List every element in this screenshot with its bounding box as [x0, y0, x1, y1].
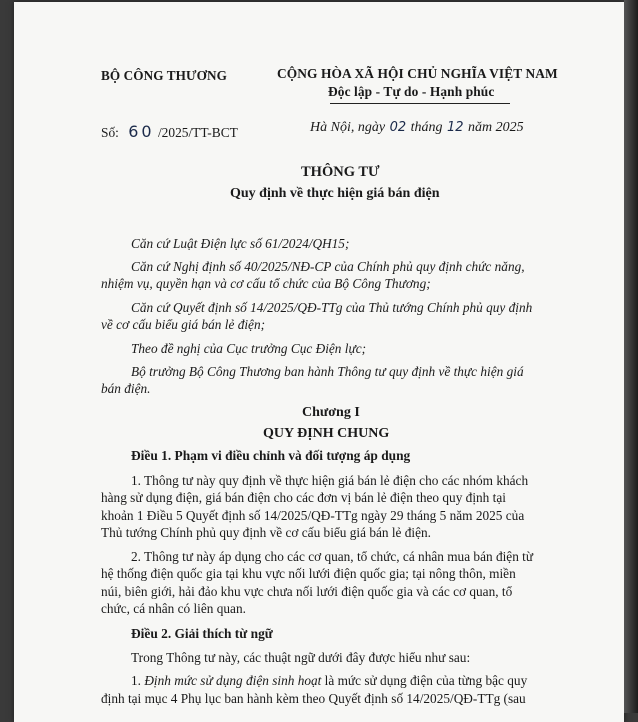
article-1-line-5: 2. Thông tư này áp dụng cho các cơ quan, tổ chức, cá nhân mua bán điện từ — [131, 549, 534, 564]
article-1-line-1: 1. Thông tư này quy định về thực hiện giá bán lẻ điện cho các nhóm khách — [131, 473, 529, 488]
chapter-name: QUY ĐỊNH CHUNG — [263, 426, 390, 441]
document-number — [101, 122, 238, 141]
document-subject: Quy định về thực hiện giá bán điện — [230, 186, 440, 201]
article-1-line-2: hàng sử dụng điện, giá bán điện cho các đơn vị bán lẻ điện theo quy định tại — [101, 490, 506, 505]
country-name: CỘNG HÒA XÃ HỘI CHỦ NGHĨA VIỆT NAM — [277, 66, 558, 81]
document-type-title: THÔNG TƯ — [301, 164, 380, 180]
preamble-line-4: Căn cứ Quyết định số 14/2025/QĐ-TTg của Thủ tướng Chính phủ quy định — [131, 300, 533, 315]
article-2-intro: Trong Thông tư này, các thuật ngữ dưới đây được hiểu như sau: — [131, 650, 471, 665]
article-2-heading: Điều 2. Giải thích từ ngữ — [131, 626, 273, 641]
preamble-line-3: nhiệm vụ, quyền hạn và cơ cấu tổ chức của Bộ Công Thương; — [101, 276, 431, 291]
item-1-definition: là mức sử dụng điện của từng bậc quy — [324, 673, 528, 688]
article-1-line-6: hệ thống điện quốc gia tại khu vực nối lưới điện quốc gia; tại nông thôn, miền — [101, 566, 516, 581]
date-place: Hà Nội, ngày — [310, 120, 386, 135]
item-1-term: Định mức sử dụng điện sinh hoạt — [144, 673, 322, 688]
document-page — [14, 2, 624, 722]
preamble-line-1: Căn cứ Luật Điện lực số 61/2024/QH15; — [131, 236, 350, 251]
chapter-number: Chương I — [302, 405, 360, 420]
ministry-name: BỘ CÔNG THƯƠNG — [101, 68, 227, 83]
motto-underline — [330, 103, 510, 104]
item-1-number: 1. — [131, 673, 141, 688]
scan-edge-shadow — [624, 0, 638, 713]
handwritten-number: 60 — [128, 122, 155, 141]
article-2-item-1 — [131, 672, 527, 691]
number-prefix: Số: — [101, 125, 119, 140]
article-1-line-4: Thủ tướng Chính phủ quy định về cơ cấu biểu giá bán lẻ điện. — [101, 525, 431, 540]
article-1-line-3: khoản 1 Điều 5 Quyết định số 14/2025/QĐ-TTg ngày 29 tháng 5 năm 2025 của — [101, 508, 525, 523]
number-suffix: /2025/TT-BCT — [157, 125, 238, 140]
preamble-line-7: Bộ trưởng Bộ Công Thương ban hành Thông tư quy định về thực hiện giá — [131, 364, 524, 379]
date-year: năm 2025 — [468, 120, 524, 135]
article-2-item-1-line-2: định tại mục 4 Phụ lục ban hành kèm theo Quyết định số 14/2025/QĐ-TTg (sau — [101, 691, 526, 706]
handwritten-month: 12 — [447, 120, 464, 135]
preamble-line-6: Theo đề nghị của Cục trưởng Cục Điện lực; — [131, 341, 367, 356]
article-1-line-7: núi, biên giới, hải đảo khu vực chưa nối lưới điện quốc gia và các cơ quan, tổ — [101, 584, 513, 599]
issue-date — [310, 120, 524, 136]
article-1-line-8: chức, cá nhân có liên quan. — [101, 601, 246, 616]
article-1-heading: Điều 1. Phạm vi điều chỉnh và đối tượng áp dụng — [131, 448, 411, 463]
date-month-label: tháng — [410, 120, 443, 135]
preamble-line-8: bán điện. — [101, 381, 151, 396]
national-motto: Độc lập - Tự do - Hạnh phúc — [328, 84, 495, 99]
preamble-line-5: về cơ cấu biểu giá bán lẻ điện; — [101, 317, 266, 332]
preamble-line-2: Căn cứ Nghị định số 40/2025/NĐ-CP của Chính phủ quy định chức năng, — [131, 259, 525, 274]
handwritten-day: 02 — [389, 120, 407, 135]
